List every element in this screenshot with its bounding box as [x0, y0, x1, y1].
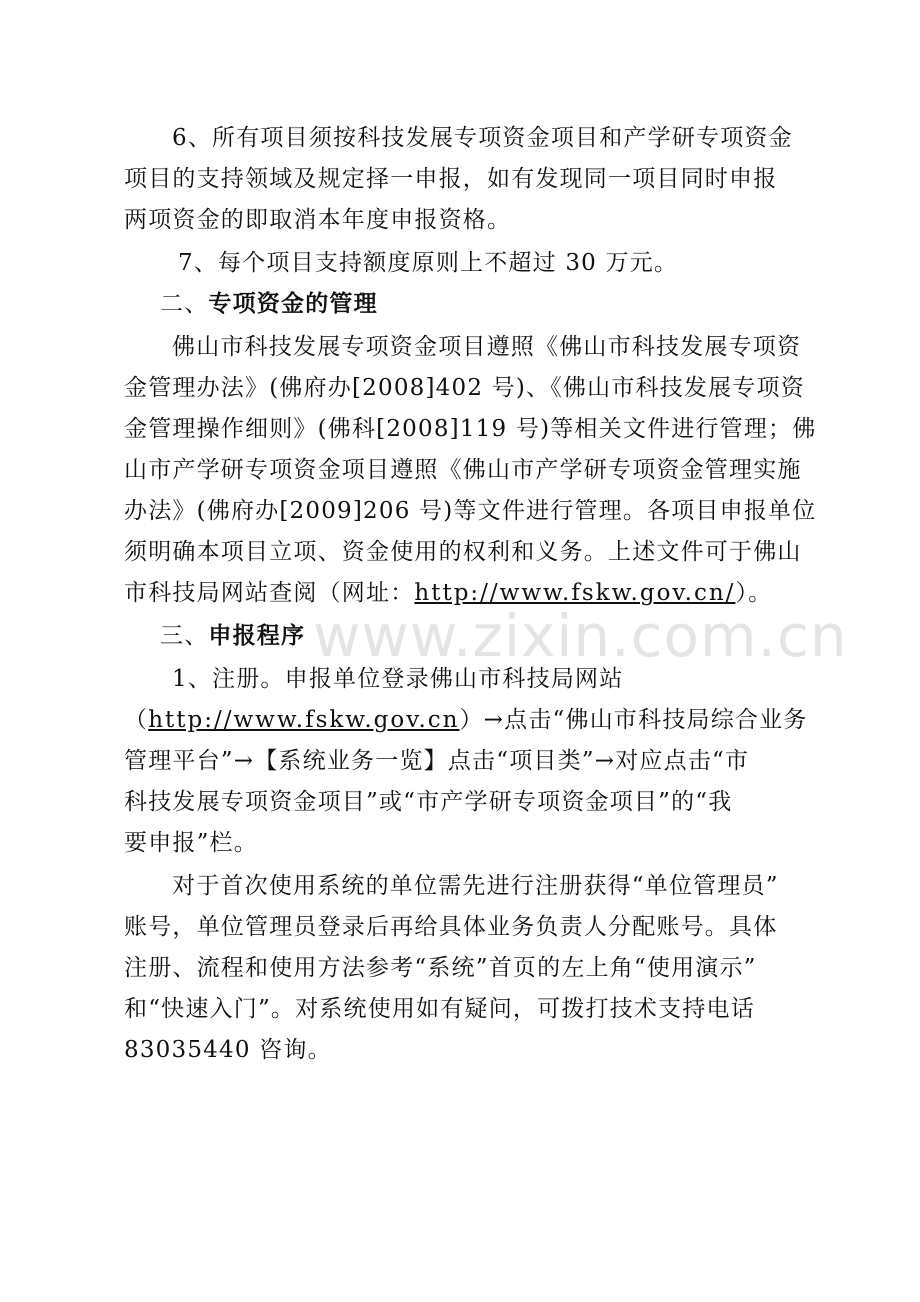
section-2-body-line-5: 办法》(佛府办[2009]206 号)等文件进行管理。各项目申报单位: [124, 498, 817, 524]
step-1-line-1: 1、注册。申报单位登录佛山市科技局网站: [172, 666, 624, 692]
section-2-body-text: 市科技局网站查阅（网址：: [124, 580, 415, 606]
step-1-line-3: 管理平台”→【系统业务一览】点击“项目类”→对应点击“市: [124, 748, 750, 774]
step-1-line-2: [124, 704, 808, 736]
registration-note-line-1: 对于首次使用系统的单位需先进行注册获得“单位管理员”: [172, 873, 779, 899]
watermark: www.zixin.com.cn: [313, 602, 848, 670]
fskw-website-link[interactable]: http://www.fskw.gov.cn/: [414, 580, 736, 606]
section-2-body-line-3: 金管理操作细则》(佛科[2008]119 号)等相关文件进行管理；佛: [124, 416, 817, 442]
step-1-paren-open: （: [124, 707, 149, 733]
step-1-line-5: 要申报”栏。: [124, 830, 258, 856]
section-2-body-line-4: 山市产学研专项资金项目遵照《佛山市产学研专项资金管理实施: [124, 457, 802, 483]
paragraph-7: 7、每个项目支持额度原则上不超过 30 万元。: [178, 250, 679, 276]
section-2-body-line-2: 金管理办法》(佛府办[2008]402 号)、《佛山市科技发展专项资: [124, 375, 805, 401]
paragraph-6-line-3: 两项资金的即取消本年度申报资格。: [124, 207, 512, 233]
step-1-line-2-text: ）→点击“佛山市科技局综合业务: [459, 707, 808, 733]
paragraph-6-line-1: 6、所有项目须按科技发展专项资金项目和产学研专项资金: [172, 125, 793, 151]
section-2-number: 二、: [160, 291, 209, 317]
section-2-heading: [160, 288, 832, 320]
step-1-line-4: 科技发展专项资金项目”或“市产学研专项资金项目”的“我: [124, 789, 733, 815]
paragraph-6-line-2: 项目的支持领域及规定择一申报，如有发现同一项目同时申报: [124, 166, 778, 192]
section-3-title: 申报程序: [208, 622, 306, 649]
section-2-body-suffix: ）。: [735, 580, 773, 606]
section-3-number: 三、: [160, 623, 209, 649]
fskw-homepage-link[interactable]: http://www.fskw.gov.cn: [148, 707, 460, 733]
section-2-title: 专项资金的管理: [208, 290, 378, 317]
registration-note-line-2: 账号，单位管理员登录后再给具体业务负责人分配账号。具体: [124, 914, 778, 940]
registration-note-line-4: 和“快速入门”。对系统使用如有疑问，可拨打技术支持电话: [124, 996, 755, 1022]
registration-note-line-5: 83035440 咨询。: [124, 1037, 332, 1063]
section-2-body-line-6: 须明确本项目立项、资金使用的权利和义务。上述文件可于佛山: [124, 539, 802, 565]
section-2-body-line-1: 佛山市科技发展专项资金项目遵照《佛山市科技发展专项资: [172, 334, 802, 360]
registration-note-line-3: 注册、流程和使用方法参考“系统”首页的左上角“使用演示”: [124, 955, 757, 981]
